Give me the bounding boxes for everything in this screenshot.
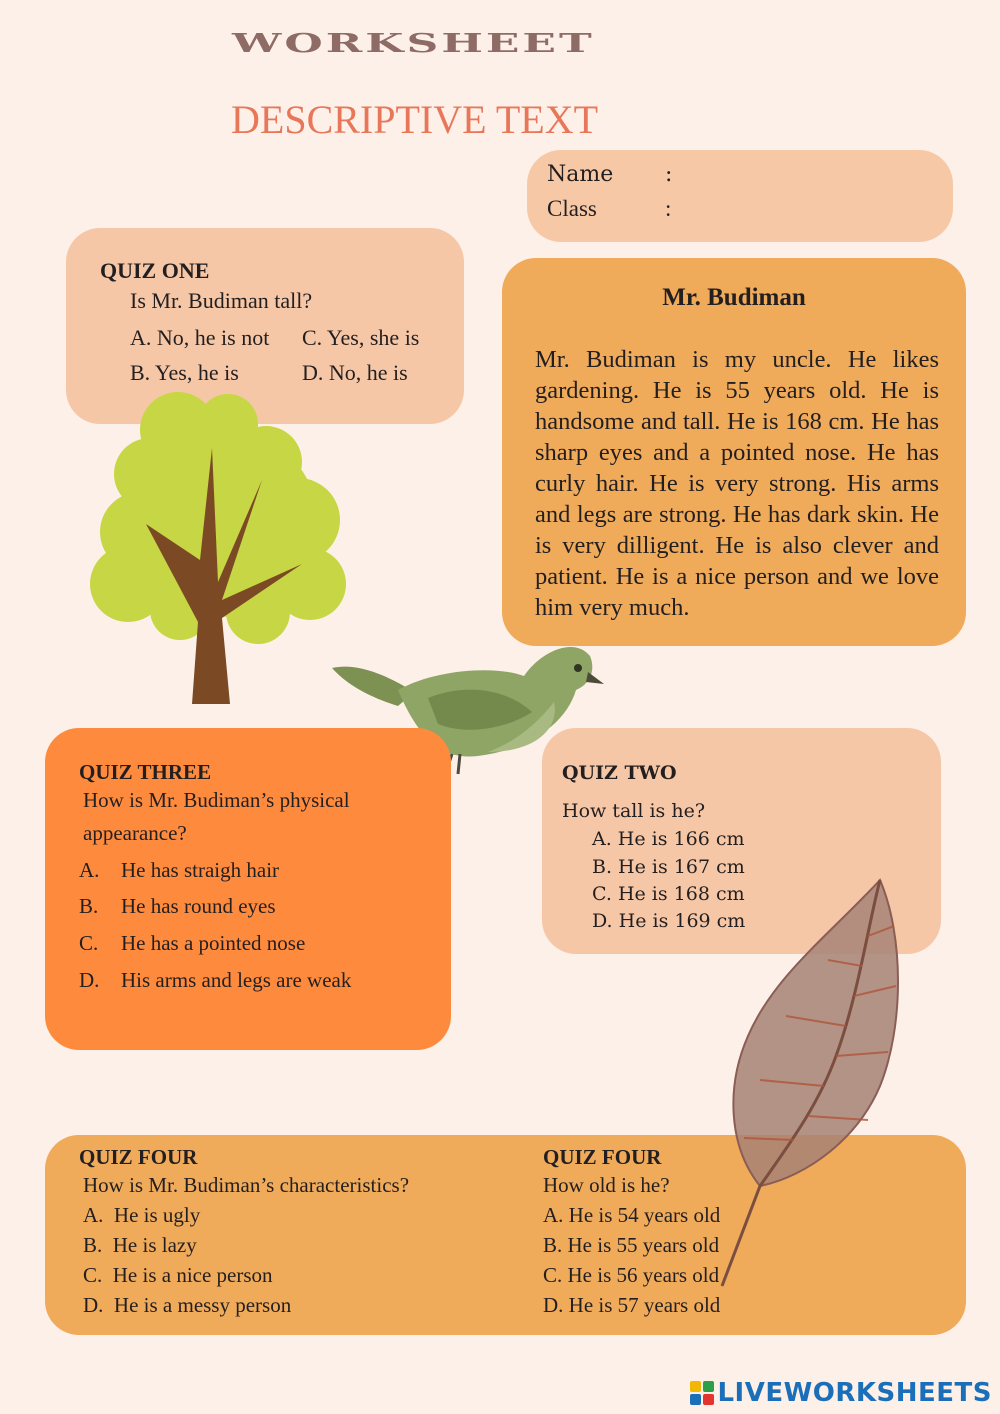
quiz-three-question-line2: appearance?	[83, 821, 187, 845]
name-row	[547, 162, 673, 187]
passage-body: Mr. Budiman is my uncle. He likes gardening. He is 55 years old. He is handsome and tall. He is 168 cm. He has sharp eyes and a pointed nose. He has curly hair. He is very strong. His arms and legs are strong. He has dark skin. He is very dilligent. He is also clever and patient. He is a nice person and we love him very much.	[535, 346, 939, 621]
quiz-three-option-c[interactable]: C. He has a pointed nose	[79, 931, 306, 955]
quiz-one-option-b[interactable]: B. Yes, he is	[130, 360, 239, 385]
quiz-four-right-option-a[interactable]: A. He is 54 years old	[543, 1203, 721, 1227]
class-row	[547, 196, 672, 222]
quiz-four-left-option-c[interactable]: C. He is a nice person	[83, 1263, 273, 1287]
quiz-three-card	[45, 728, 451, 1050]
quiz-four-right-heading: QUIZ FOUR	[543, 1145, 662, 1169]
worksheet-subtitle: DESCRIPTIVE TEXT	[231, 97, 599, 142]
quiz-one-heading: QUIZ ONE	[100, 258, 210, 283]
quiz-three-option-d[interactable]: D. His arms and legs are weak	[79, 968, 352, 992]
quiz-two-question: How tall is he?	[562, 800, 706, 822]
quiz-four-right-option-d[interactable]: D. He is 57 years old	[543, 1293, 721, 1317]
quiz-four-left-option-b[interactable]: B. He is lazy	[83, 1233, 197, 1257]
class-colon: :	[665, 196, 672, 221]
quiz-four-left-option-d[interactable]: D. He is a messy person	[83, 1293, 292, 1317]
quiz-two-heading: QUIZ TWO	[562, 762, 677, 784]
passage-title: Mr. Budiman	[662, 284, 806, 311]
quiz-three-question-line1: How is Mr. Budiman’s physical	[83, 788, 350, 812]
quiz-four-left-question: How is Mr. Budiman’s characteristics?	[83, 1173, 410, 1197]
student-info-box	[527, 150, 953, 242]
quiz-one-option-a[interactable]: A. No, he is not	[130, 325, 270, 350]
quiz-two-option-c[interactable]: C. He is 168 cm	[592, 883, 745, 905]
liveworksheets-logo[interactable]	[690, 1378, 992, 1408]
quiz-four-right-option-c[interactable]: C. He is 56 years old	[543, 1263, 720, 1287]
quiz-three-option-b[interactable]: B. He has round eyes	[79, 894, 276, 918]
name-label: Name	[547, 162, 614, 187]
leaf-illustration	[708, 876, 914, 1292]
quiz-two-option-d[interactable]: D. He is 169 cm	[592, 910, 746, 932]
quiz-four-right-question: How old is he?	[543, 1173, 670, 1197]
quiz-one-option-c[interactable]: C. Yes, she is	[302, 325, 420, 350]
worksheet-title: WORKSHEET	[232, 28, 595, 59]
quiz-four-right-option-b[interactable]: B. He is 55 years old	[543, 1233, 720, 1257]
quiz-two-option-b[interactable]: B. He is 167 cm	[592, 856, 745, 878]
quiz-three-option-a[interactable]: A. He has straigh hair	[79, 858, 280, 882]
tree-illustration	[88, 392, 350, 704]
quiz-three-heading: QUIZ THREE	[79, 760, 212, 784]
quiz-two-option-a[interactable]: A. He is 166 cm	[592, 828, 745, 850]
quiz-four-left-option-a[interactable]: A. He is ugly	[83, 1203, 201, 1227]
class-label: Class	[547, 196, 597, 221]
liveworksheets-logo-icon	[690, 1381, 714, 1405]
reading-passage-card	[502, 258, 966, 646]
quiz-one-option-d[interactable]: D. No, he is	[302, 360, 408, 385]
quiz-four-left-heading: QUIZ FOUR	[79, 1145, 198, 1169]
name-colon: :	[665, 162, 673, 187]
liveworksheets-brand-text: LIVEWORKSHEETS	[717, 1378, 992, 1408]
quiz-one-question: Is Mr. Budiman tall?	[130, 288, 313, 313]
